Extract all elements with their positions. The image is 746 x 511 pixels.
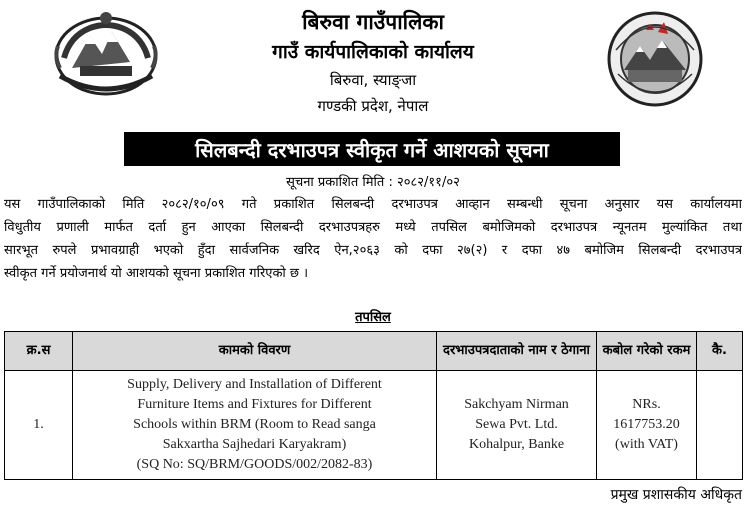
description-line: Supply, Delivery and Installation of Different (127, 377, 382, 392)
amount-line: 1617753.20 (613, 417, 680, 432)
col-header-amount: कबोल गरेको रकम (597, 332, 697, 371)
notice-body-line: स्वीकृत गर्ने प्रयोजनार्थ यो आशयको सूचना प्रकाशित गरिएको छ । (4, 266, 309, 281)
office-location: बिरुवा, स्याङ्जा (329, 71, 417, 89)
description-line: (SQ No: SQ/BRM/GOODS/002/2082-83) (136, 457, 373, 472)
bidder-line: Kohalpur, Banke (468, 437, 565, 452)
province-country: गण्डकी प्रदेश, नेपाल (317, 97, 429, 115)
schedule-title: तपसिल (355, 310, 391, 325)
notice-body (4, 193, 742, 285)
description-line: Schools within BRM (Room to Read sanga (133, 417, 376, 432)
description-line: Furniture Items and Fixtures for Different (137, 397, 372, 412)
col-header-remarks: कै. (697, 332, 743, 371)
signatory-title: प्रमुख प्रशासकीय अधिकृत (610, 487, 742, 503)
col-header-sn: क्र.स (5, 332, 73, 371)
cell-remarks (697, 371, 743, 480)
table-row (5, 371, 743, 480)
cell-description (73, 371, 437, 480)
published-date-line: सूचना प्रकाशित मिति : २०८२/११/०२ (286, 175, 460, 190)
municipality-seal-icon (606, 10, 704, 108)
schedule-table (4, 331, 743, 480)
municipality-name: बिरुवा गाउँपालिका (302, 10, 444, 34)
notice-body-line: विधुतीय प्रणाली मार्फत दर्ता हुन आएका सिलबन्दी दरभाउपत्रहरु मध्ये तपसिल बमोजिमको दरभाउपत्र न्यूनतम मुल्यांकित तथा (4, 220, 742, 235)
office-name: गाउँ कार्यपालिकाको कार्यालय (272, 41, 474, 63)
notice-body-line: यस गाउँपालिकाको मिति २०८२/१०/०९ गते प्रकाशित सिलबन्दी दरभाउपत्र आव्हान सम्बन्धी सूचना अनुसार यस कार्यालयमा (4, 197, 742, 212)
amount-line: (with VAT) (615, 437, 678, 452)
notice-body-line: सारभूत रुपले प्रभावग्राही भएको हुँदा सार्वजनिक खरिद ऐन,२०६३ को दफा २७(२) र दफा ४७ बमोजिम सिलबन्दी दरभाउपत्र (4, 243, 742, 258)
amount-line: NRs. (632, 397, 661, 412)
cell-amount (597, 371, 697, 480)
col-header-description: कामको विवरण (73, 332, 437, 371)
col-header-bidder: दरभाउपत्रदाताको नाम र ठेगाना (437, 332, 597, 371)
description-line: Sakxartha Sajhedari Karyakram) (162, 437, 347, 452)
table-header-row (5, 332, 743, 371)
notice-title-banner: सिलबन्दी दरभाउपत्र स्वीकृत गर्ने आशयको सूचना (124, 132, 620, 166)
published-date-label: सूचना प्रकाशित मिति (286, 175, 385, 190)
letterhead (0, 0, 746, 130)
cell-sn: 1. (5, 371, 73, 480)
bidder-line: Sewa Pvt. Ltd. (475, 417, 558, 432)
published-date-value: २०८२/११/०२ (397, 175, 460, 190)
bidder-line: Sakchyam Nirman (464, 397, 569, 412)
cell-bidder (437, 371, 597, 480)
